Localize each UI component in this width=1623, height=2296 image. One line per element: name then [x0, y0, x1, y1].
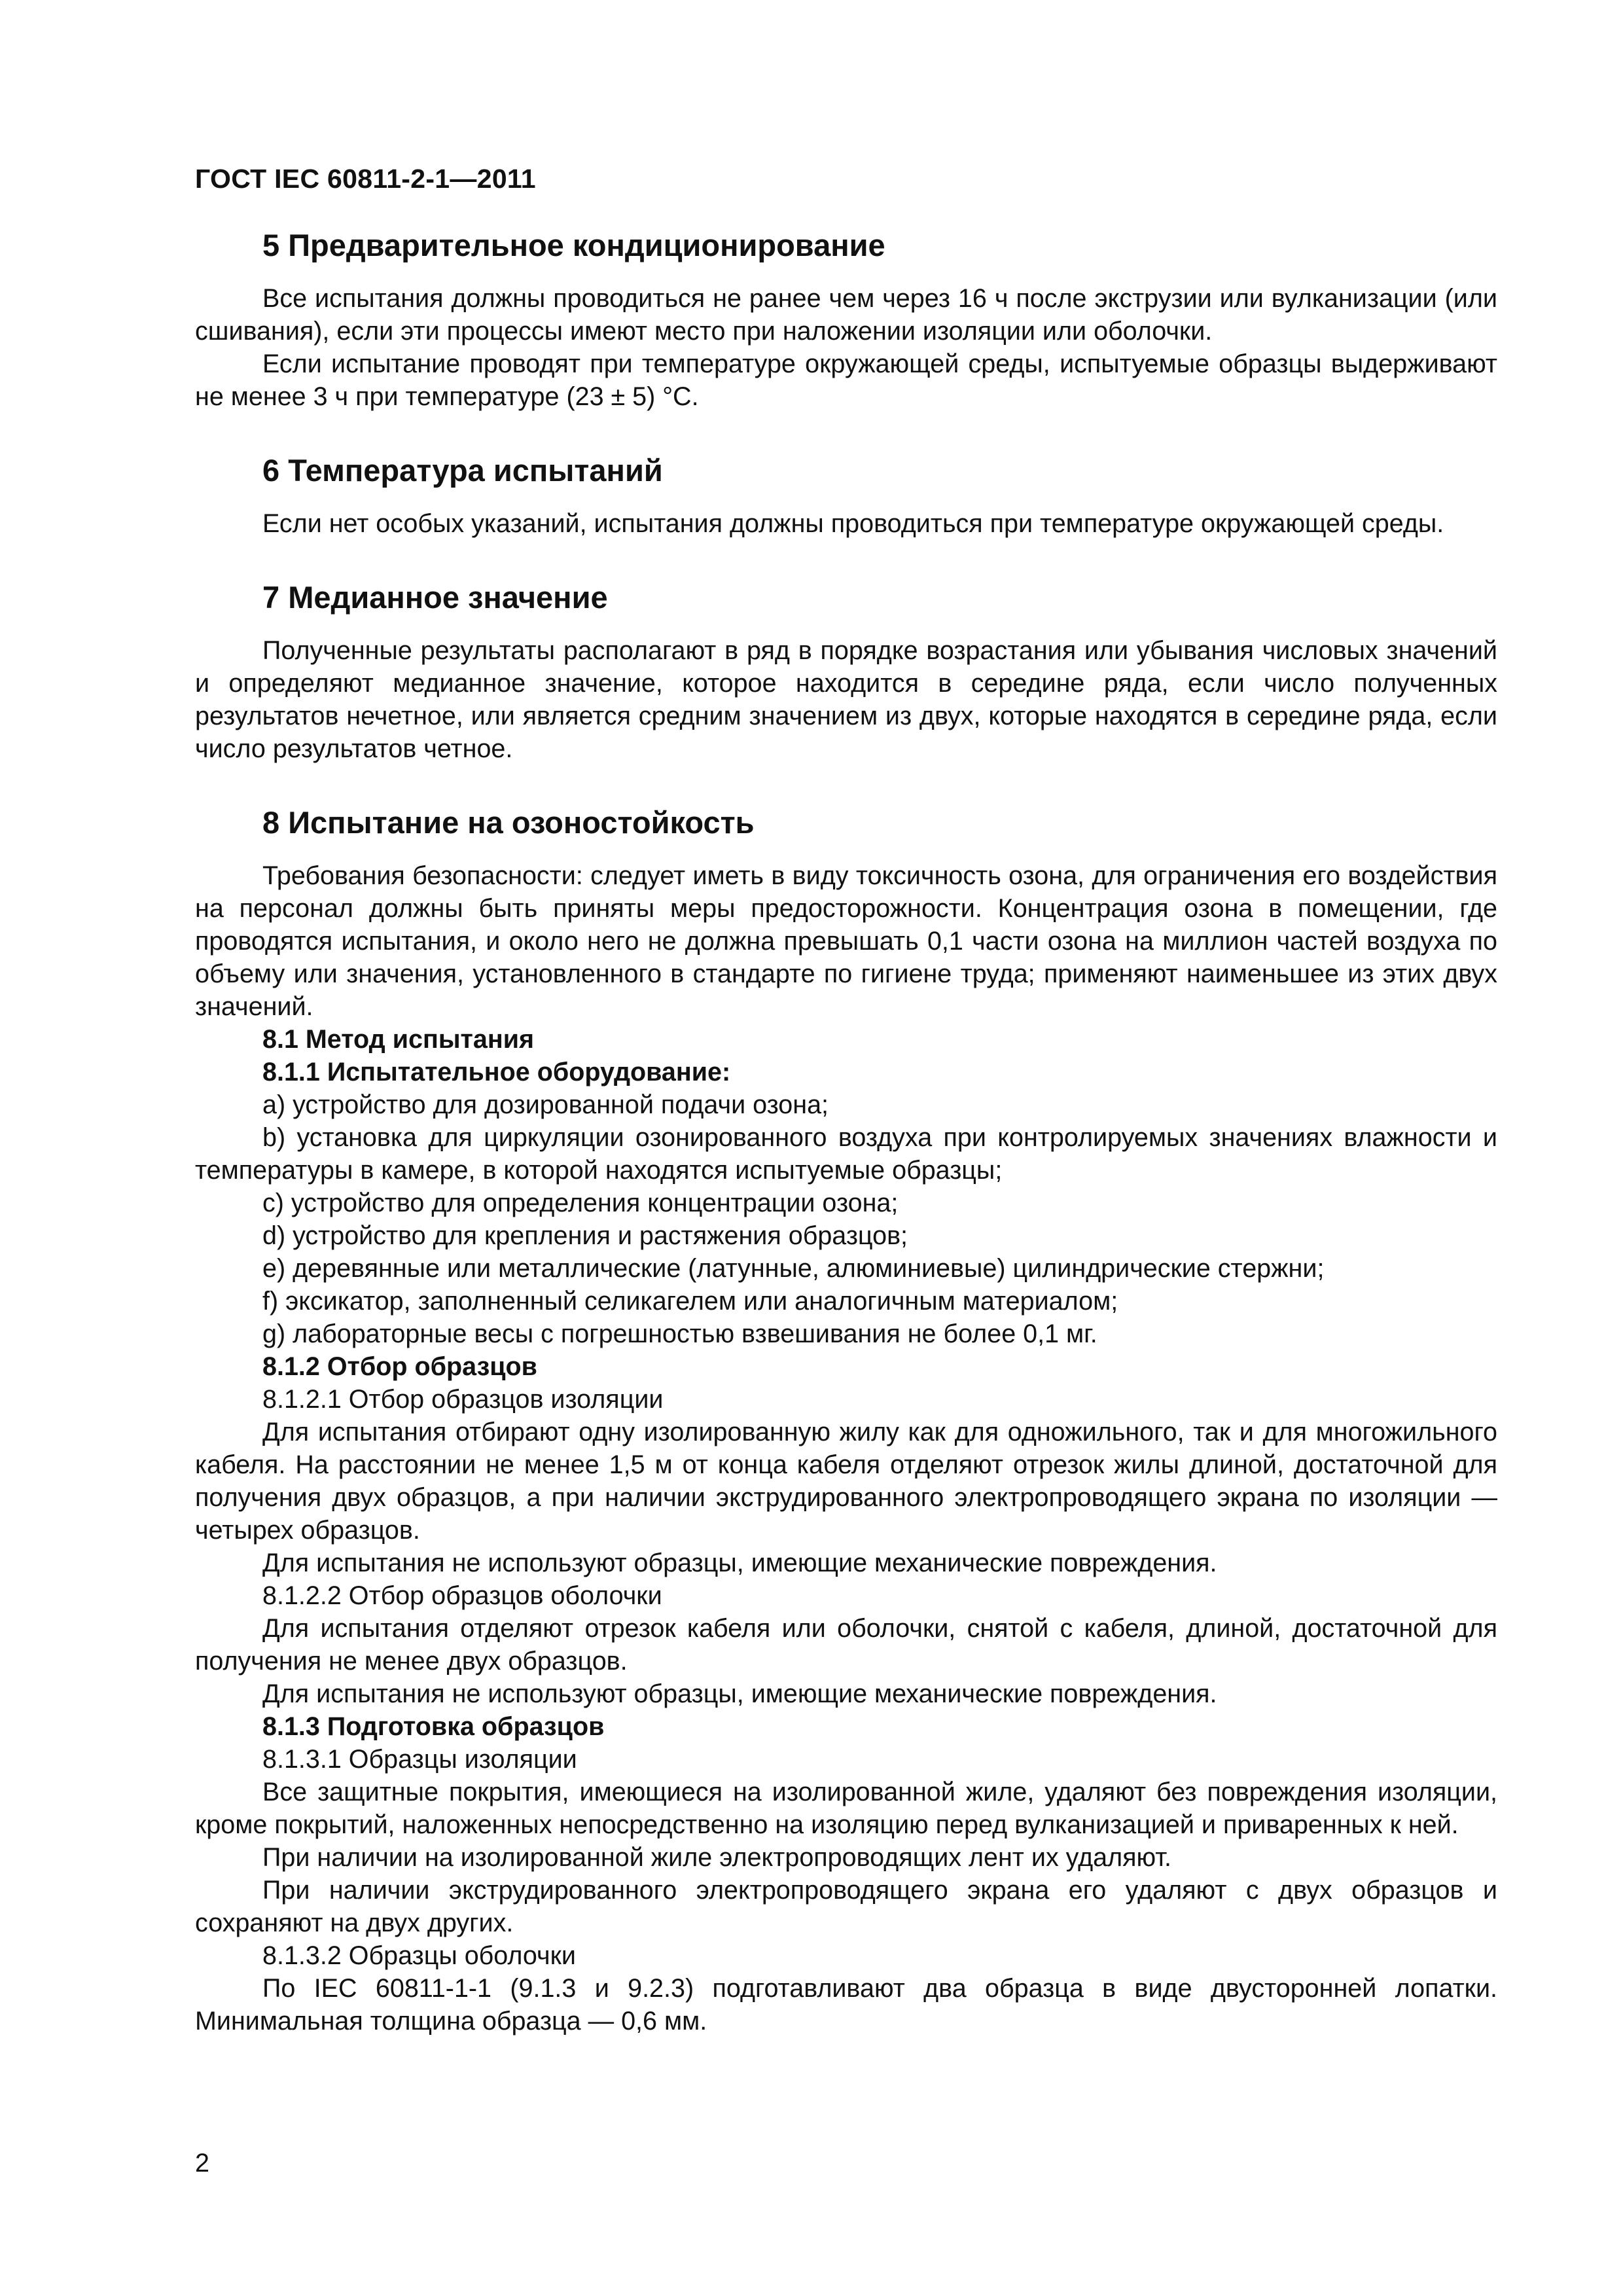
subsection-8-1-3-1-heading: 8.1.3.1 Образцы изоляции	[262, 1745, 577, 1774]
section-6-title: 6 Температура испытаний	[262, 453, 663, 488]
subsection-8-1-heading: 8.1 Метод испытания	[262, 1025, 535, 1054]
sheath-prep-paragraph-1: По IEC 60811-1-1 (9.1.3 и 9.2.3) подготавливают два образца в виде двусторонней лопатки. Минимальная толщина образца — 0,6 мм.	[195, 1974, 1497, 2036]
document-code-header: ГОСТ IEC 60811-2-1—2011	[195, 164, 536, 194]
subsection-8-1-3-2-heading: 8.1.3.2 Образцы оболочки	[262, 1941, 576, 1970]
equipment-item-a: a) устройство для дозированной подачи озона;	[262, 1090, 829, 1119]
subsection-8-1-3-heading: 8.1.3 Подготовка образцов	[262, 1712, 605, 1741]
section-5-title: 5 Предварительное кондиционирование	[262, 228, 885, 262]
insulation-sampling-paragraph-2: Для испытания не используют образцы, имеющие механические повреждения.	[262, 1549, 1217, 1577]
equipment-item-c: c) устройство для определения концентрации озона;	[262, 1189, 899, 1217]
sheath-sampling-paragraph-2: Для испытания не используют образцы, имеющие механические повреждения.	[262, 1679, 1217, 1708]
section-8-title: 8 Испытание на озоностойкость	[262, 805, 755, 840]
insulation-prep-paragraph-1: Все защитные покрытия, имеющиеся на изолированной жиле, удаляют без повреждения изоляции, кроме покрытий, наложенных непосредственно на изоляцию перед вулканизацией и приваренных к ней.	[195, 1778, 1497, 1839]
section-6-paragraph-1: Если нет особых указаний, испытания должны проводиться при температуре окружающей среды.	[262, 509, 1444, 538]
section-7-title: 7 Медианное значение	[262, 580, 608, 615]
insulation-sampling-paragraph-1: Для испытания отбирают одну изолированную жилу как для одножильного, так и для многожильного кабеля. На расстоянии не менее 1,5 м от конца кабеля отделяют отрезок жилы длиной, достаточной для получения двух образцов, а при наличии экструдированного электропроводящего экрана по изоляции — четырех образцов.	[195, 1418, 1497, 1545]
insulation-prep-paragraph-3: При наличии экструдированного электропроводящего экрана его удаляют с двух образцов и сохраняют на двух других.	[195, 1876, 1497, 1937]
equipment-item-b: b) установка для циркуляции озонированного воздуха при контролируемых значениях влажности и температуры в камере, в которой находятся испытуемые образцы;	[195, 1123, 1497, 1185]
subsection-8-1-1-heading: 8.1.1 Испытательное оборудование:	[262, 1058, 731, 1086]
subsection-8-1-2-2-heading: 8.1.2.2 Отбор образцов оболочки	[262, 1581, 662, 1610]
equipment-item-e: e) деревянные или металлические (латунные, алюминиевые) цилиндрические стержни;	[262, 1254, 1325, 1283]
equipment-item-d: d) устройство для крепления и растяжения образцов;	[262, 1221, 908, 1250]
section-5-paragraph-2: Если испытание проводят при температуре окружающей среды, испытуемые образцы выдерживают не менее 3 ч при температуре (23 ± 5) °С.	[195, 350, 1497, 411]
document-body	[195, 226, 1497, 2037]
equipment-item-f: f) эксикатор, заполненный селикагелем или аналогичным материалом;	[262, 1287, 1118, 1316]
subsection-8-1-2-1-heading: 8.1.2.1 Отбор образцов изоляции	[262, 1385, 664, 1414]
section-8-safety-paragraph: Требования безопасности: следует иметь в виду токсичность озона, для ограничения его воздействия на персонал должны быть приняты меры предосторожности. Концентрация озона в помещении, где проводятся испытания, и около него не должна превышать 0,1 части озона на миллион частей воздуха по объему или значения, установленного в стандарте по гигиене труда; применяют наименьшее из этих двух значений.	[195, 861, 1497, 1021]
insulation-prep-paragraph-2: При наличии на изолированной жиле электропроводящих лент их удаляют.	[262, 1843, 1171, 1872]
subsection-8-1-2-heading: 8.1.2 Отбор образцов	[262, 1352, 537, 1381]
equipment-item-g: g) лабораторные весы с погрешностью взвешивания не более 0,1 мг.	[262, 1319, 1097, 1348]
section-5-paragraph-1: Все испытания должны проводиться не ранее чем через 16 ч после экструзии или вулканизации (или сшивания), если эти процессы имеют место при наложении изоляции или оболочки.	[195, 284, 1497, 346]
page-number: 2	[195, 2149, 209, 2178]
section-7-paragraph-1: Полученные результаты располагают в ряд в порядке возрастания или убывания числовых значений и определяют медианное значение, которое находится в середине ряда, если число полученных результатов нечетное, или является средним значением из двух, которые находятся в середине ряда, если число результатов четное.	[195, 636, 1497, 763]
sheath-sampling-paragraph-1: Для испытания отделяют отрезок кабеля или оболочки, снятой с кабеля, длиной, достаточной для получения не менее двух образцов.	[195, 1614, 1497, 1676]
